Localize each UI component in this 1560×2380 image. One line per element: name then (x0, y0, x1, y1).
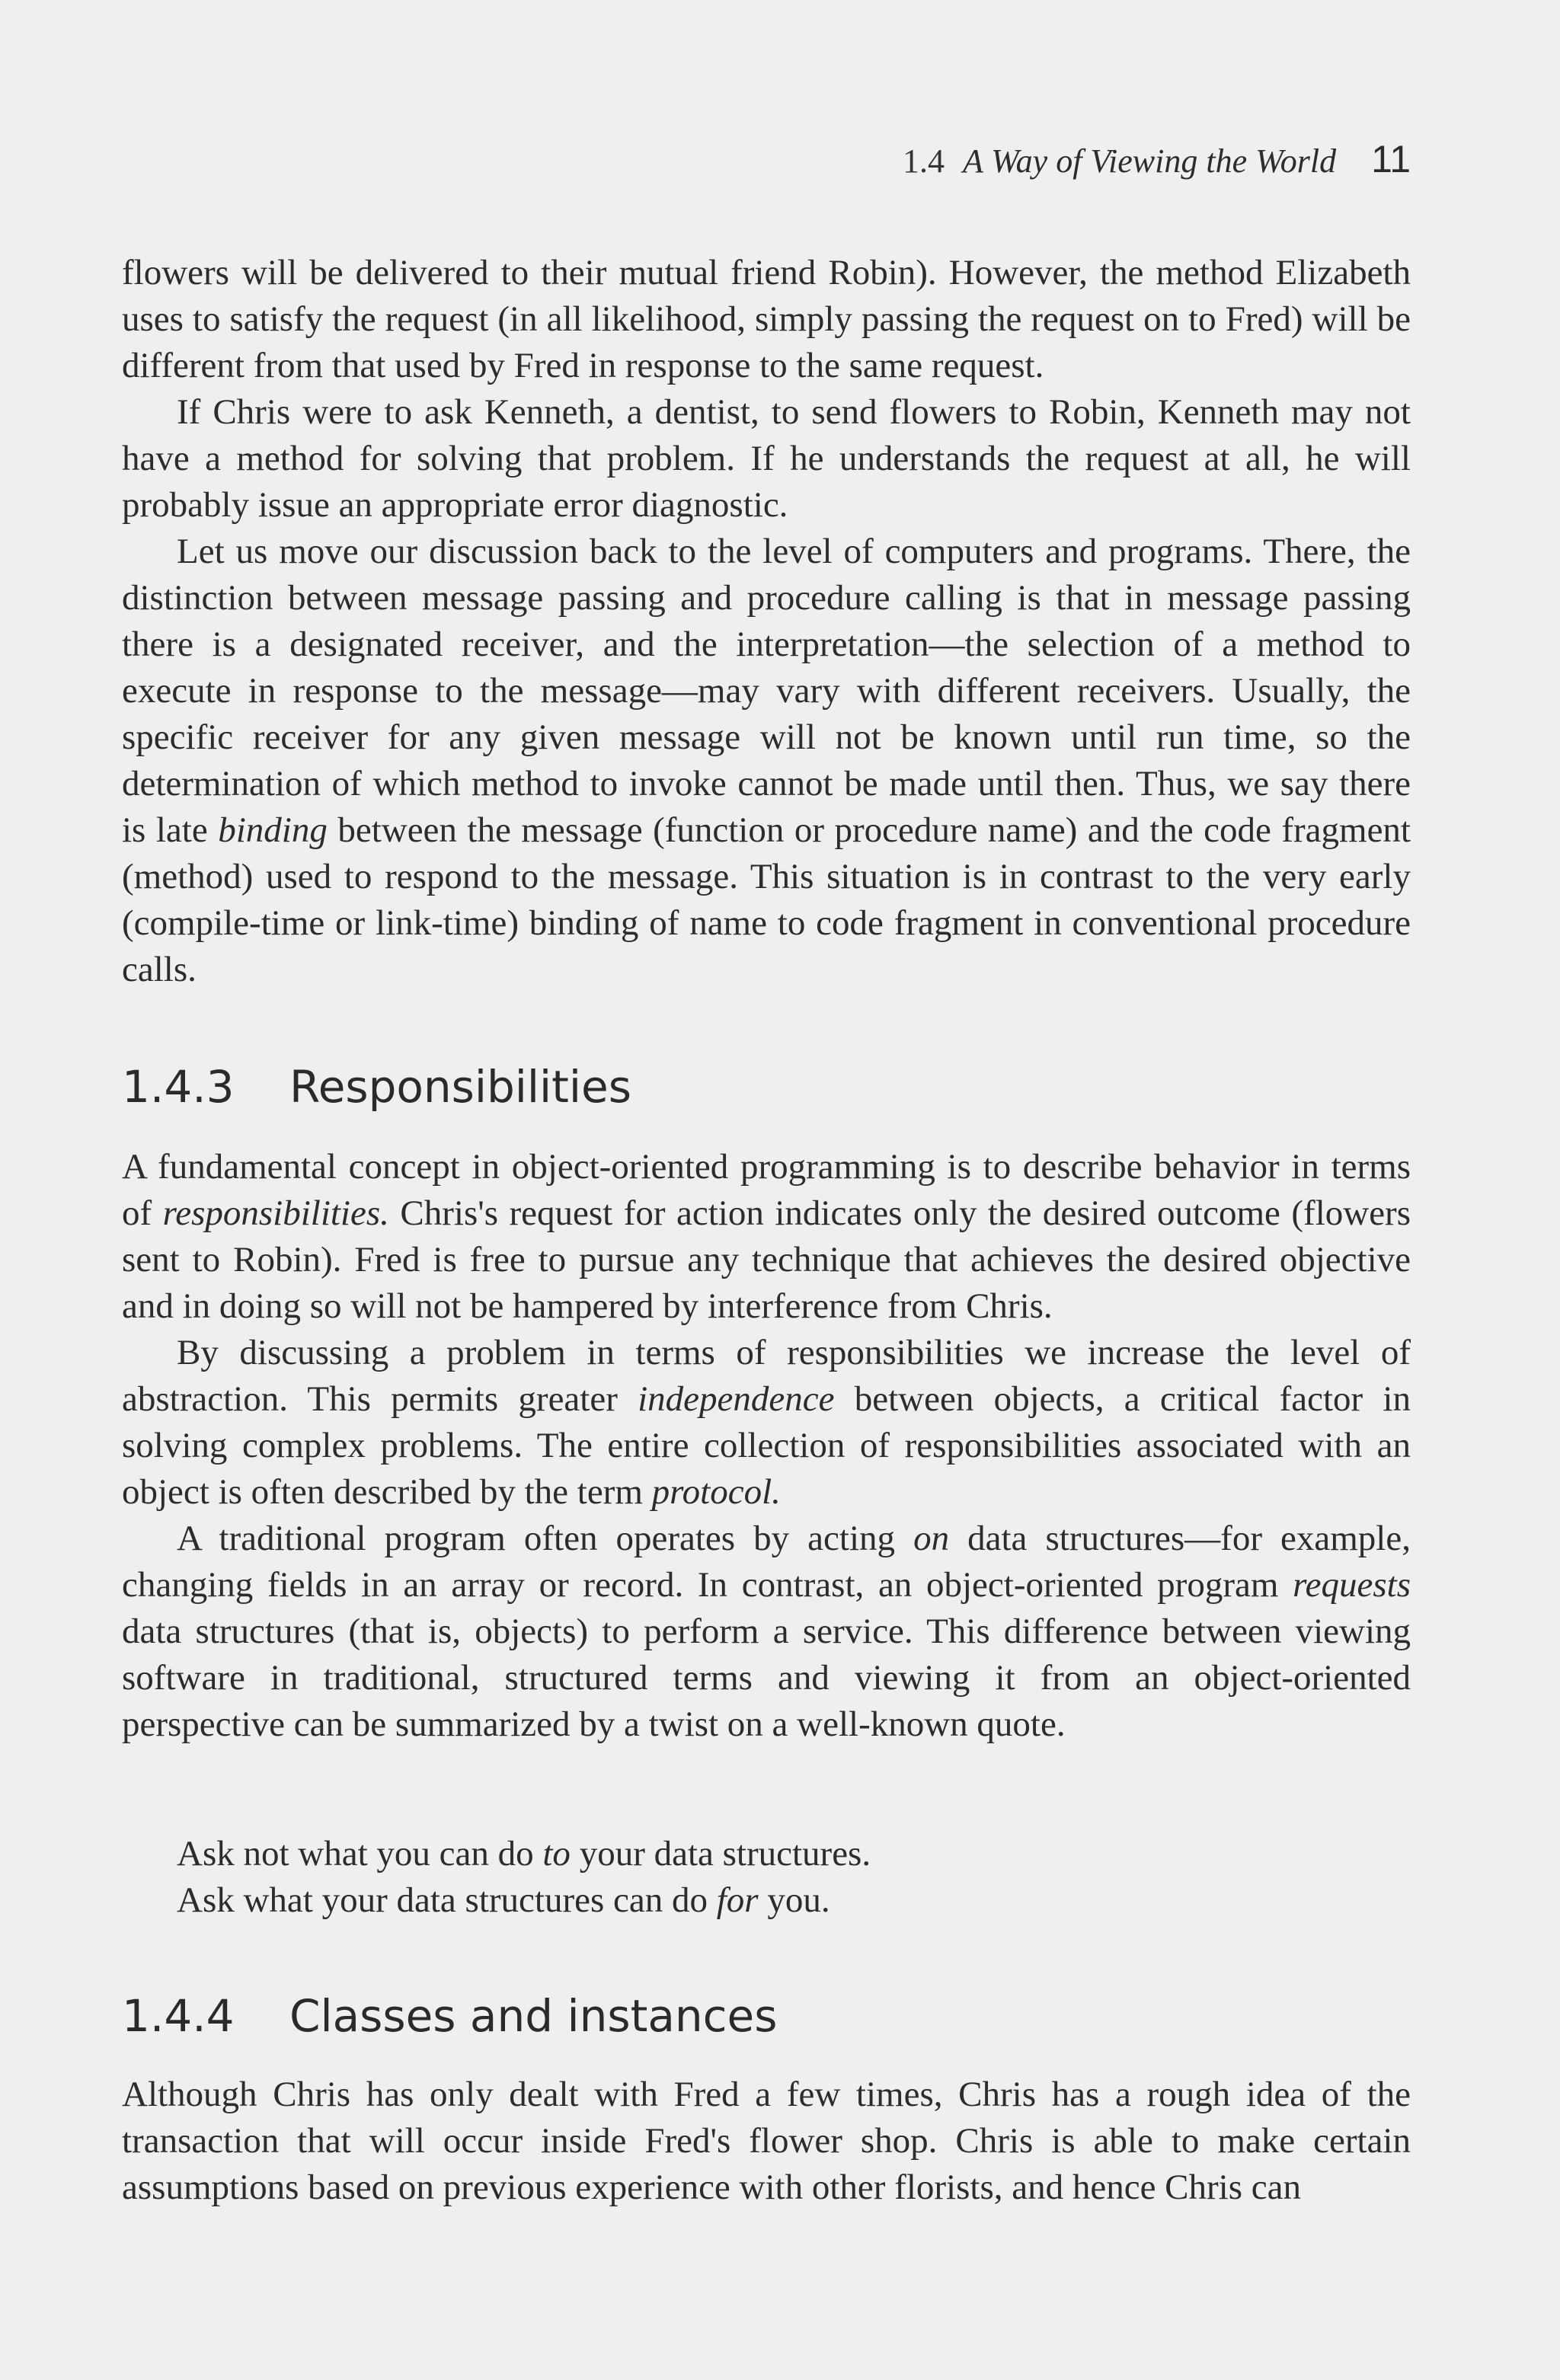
body-text-block-1 (122, 250, 1411, 993)
quote-line: Ask not what you can do to your data structures. (177, 1834, 871, 1874)
paragraph: A traditional program often operates by acting on data structures—for example, changing fields in an array or record. In contrast, an object-oriented program requests data structures (that is, objects) to perform a service. This difference between viewing software in traditional, structured terms and viewing it from an object-oriented perspective can be summarized by a twist on a well-known quote. (122, 1519, 1411, 1744)
body-text-block-3 (122, 2072, 1411, 2211)
emphasis: for (716, 1880, 759, 1920)
body-text-block-2 (122, 1144, 1411, 1748)
emphasis: independence (638, 1379, 835, 1419)
page-number: 11 (1371, 138, 1411, 180)
paragraph: If Chris were to ask Kenneth, a dentist, to send flowers to Robin, Kenneth may not have a method for solving that problem. If he understands the request at all, he will probably issue an appropriate error diagnostic. (122, 392, 1411, 525)
emphasis: binding (218, 810, 328, 850)
section-heading-1-4-3 (122, 1061, 1411, 1113)
section-number: 1.4.3 (122, 1061, 235, 1113)
emphasis: responsibilities. (162, 1193, 389, 1233)
paragraph: By discussing a problem in terms of responsibilities we increase the level of abstraction. This permits greater independence between objects, a critical factor in solving complex problems. The entire collection of responsibilities associated with an object is often described by the term protocol. (122, 1333, 1411, 1512)
paragraph: Although Chris has only dealt with Fred a few times, Chris has a rough idea of the transaction that will occur inside Fred's flower shop. Chris is able to make certain assumptions based on previous experience with other florists, and hence Chris can (122, 2075, 1411, 2207)
quote-line: Ask what your data structures can do for you. (177, 1880, 830, 1920)
paragraph: flowers will be delivered to their mutual friend Robin). However, the method Elizabeth uses to satisfy the request (in all likelihood, simply passing the request on to Fred) will be different from that used by Fred in response to the same request. (122, 253, 1411, 385)
paragraph: A fundamental concept in object-oriented programming is to describe behavior in terms of responsibilities. Chris's request for action indicates only the desired outcome (flowers sent to Robin). Fred is free to pursue any technique that achieves the desired objective and in doing so will not be hampered by interference from Chris. (122, 1147, 1411, 1326)
header-section-number: 1.4 (902, 142, 945, 180)
paragraph: Let us move our discussion back to the level of computers and programs. There, the distinction between message passing and procedure calling is that in message passing there is a designated receiver, and the interpretation—the selection of a method to execute in response to the message—may vary with different receivers. Usually, the specific receiver for any given message will not be known until run time, so the determination of which method to invoke cannot be made until then. Thus, we say there is late binding between the message (function or procedure name) and the code fragment (method) used to respond to the message. This situation is in contrast to the very early (compile-time or link-time) binding of name to code fragment in conventional procedure calls. (122, 532, 1411, 989)
emphasis: on (913, 1519, 950, 1558)
emphasis: protocol. (651, 1472, 781, 1512)
emphasis: to (542, 1834, 571, 1874)
emphasis: requests (1293, 1565, 1411, 1605)
section-heading-1-4-4 (122, 1990, 1411, 2042)
quote-block (177, 1831, 1243, 1924)
section-number: 1.4.4 (122, 1990, 235, 2042)
running-header (903, 137, 1411, 181)
header-section-title: A Way of Viewing the World (962, 142, 1337, 180)
section-title: Responsibilities (289, 1061, 631, 1113)
section-title: Classes and instances (289, 1990, 778, 2042)
